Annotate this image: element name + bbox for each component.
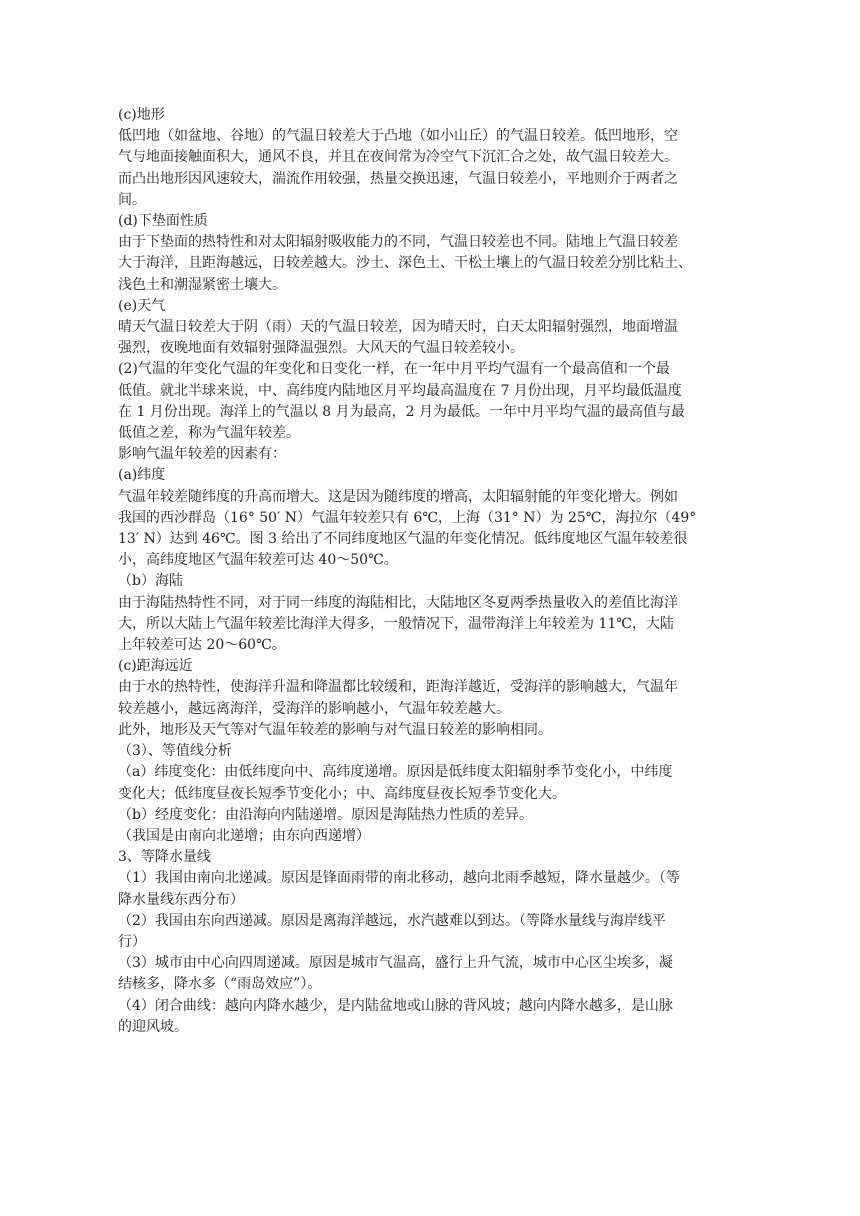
text-line: 小，高纬度地区气温年较差可达 40～50℃。 — [118, 552, 398, 569]
text-line: 由于海陆热特性不同，对于同一纬度的海陆相比，大陆地区冬夏两季热量收入的差值比海洋 — [118, 594, 678, 611]
heading-isoline-analysis: （3）、等值线分析 — [118, 743, 232, 760]
text-line: 的迎风坡。 — [118, 1018, 188, 1035]
section-isoline-analysis — [118, 741, 742, 847]
text-line: 晴天气温日较差大于阴（雨）天的气温日较差，因为晴天时，白天太阳辐射强烈，地面增温 — [118, 319, 678, 336]
document-page — [118, 105, 742, 1038]
text-line: (2)气温的年变化气温的年变化和日变化一样，在一年中月平均气温有一个最高值和一个最 — [118, 361, 670, 378]
text-line: 而凸出地形因风速较大，湍流作用较强，热量交换迅速，气温日较差小，平地则介于两者之 — [118, 170, 678, 187]
heading-land-sea: （b）海陆 — [118, 573, 183, 590]
text-line: 浅色土和潮湿紧密土壤大。 — [118, 276, 286, 293]
text-line: 在 1 月份出现。海洋上的气温以 8 月为最高，2 月为最低。一年中月平均气温的最高值与最 — [118, 403, 685, 420]
text-line: 间。 — [118, 191, 146, 208]
text-line: 由于水的热特性，使海洋升温和降温都比较缓和，距海洋越近，受海洋的影响越大，气温年 — [118, 679, 678, 696]
text-line: （3）城市由中心向四周递减。原因是城市气温高，盛行上升气流，城市中心区尘埃多，凝 — [118, 955, 673, 972]
section-latitude — [118, 465, 742, 571]
text-line: 降水量线东西分布） — [118, 891, 244, 908]
section-annual-variation — [118, 359, 742, 465]
text-line: 我国的西沙群岛（16° 50′ N）气温年较差只有 6℃，上海（31° N）为 25℃，海拉尔（49° — [118, 509, 697, 526]
text-line: 低值之差，称为气温年较差。 — [118, 425, 300, 442]
heading-weather: (e)天气 — [118, 297, 166, 314]
text-line: （2）我国由东向西递减。原因是离海洋越远，水汽越难以到达。（等降水量线与海岸线平 — [118, 912, 666, 929]
text-line: 由于下垫面的热特性和对太阳辐射吸收能力的不同，气温日较差也不同。陆地上气温日较差 — [118, 234, 678, 251]
text-line: 变化大；低纬度昼夜长短季节变化小；中、高纬度昼夜长短季节变化大。 — [118, 785, 566, 802]
text-line: （b）经度变化：由沿海向内陆递增。原因是海陆热力性质的差异。 — [118, 806, 533, 823]
section-terrain — [118, 105, 742, 211]
text-line: （4）闭合曲线：越向内降水越少，是内陆盆地或山脉的背风坡；越向内降水越多，是山脉 — [118, 997, 673, 1014]
text-line: 13′ N）达到 46℃。图 3 给出了不同纬度地区气温的年变化情况。低纬度地区气温年较差很 — [118, 531, 688, 548]
text-line: （我国是由南向北递增；由东向西递增） — [118, 827, 370, 844]
section-surface — [118, 211, 742, 296]
section-weather — [118, 296, 742, 360]
heading-isohyet: 3、等降水量线 — [118, 849, 211, 866]
text-line: 低凹地（如盆地、谷地）的气温日较差大于凸地（如小山丘）的气温日较差。低凹地形，空 — [118, 128, 678, 145]
text-line: （1）我国由南向北递减。原因是锋面雨带的南北移动，越向北雨季越短，降水量越少。（等 — [118, 870, 680, 887]
text-line: （a）纬度变化：由低纬度向中、高纬度递增。原因是低纬度太阳辐射季节变化小，中纬度 — [118, 764, 673, 781]
section-land-sea — [118, 571, 742, 656]
text-line: 影响气温年较差的因素有： — [118, 446, 286, 463]
text-line: 行） — [118, 933, 146, 950]
text-line: 强烈，夜晚地面有效辐射强降温强烈。大风天的气温日较差较小。 — [118, 340, 524, 357]
heading-terrain: (c)地形 — [118, 107, 165, 123]
section-distance-sea — [118, 656, 742, 741]
heading-latitude: (a)纬度 — [118, 467, 166, 484]
text-line: 低值。就北半球来说，中、高纬度内陆地区月平均最高温度在 7 月份出现，月平均最低温度 — [118, 382, 682, 399]
text-line: 气温年较差随纬度的升高而增大。这是因为随纬度的增高，太阳辐射能的年变化增大。例如 — [118, 488, 678, 505]
text-line: 上年较差可达 20～60℃。 — [118, 637, 286, 654]
section-isohyet — [118, 847, 742, 1038]
text-line: 此外，地形及天气等对气温年较差的影响与对气温日较差的影响相同。 — [118, 721, 552, 738]
text-line: 结核多，降水多（“雨岛效应”）。 — [118, 976, 322, 993]
text-line: 大，所以大陆上气温年较差比海洋大得多，一般情况下，温带海洋上年较差为 11℃，大陆 — [118, 615, 674, 632]
text-line: 气与地面接触面积大，通风不良，并且在夜间常为冷空气下沉汇合之处，故气温日较差大。 — [118, 149, 678, 166]
text-line: 大于海洋，且距海越远，日较差越大。沙土、深色土、干松土壤上的气温日较差分别比粘土、 — [118, 255, 692, 272]
heading-surface: (d)下垫面性质 — [118, 213, 208, 230]
heading-distance-sea: (c)距海远近 — [118, 658, 193, 675]
text-line: 较差越小，越远离海洋，受海洋的影响越小，气温年较差越大。 — [118, 700, 510, 717]
